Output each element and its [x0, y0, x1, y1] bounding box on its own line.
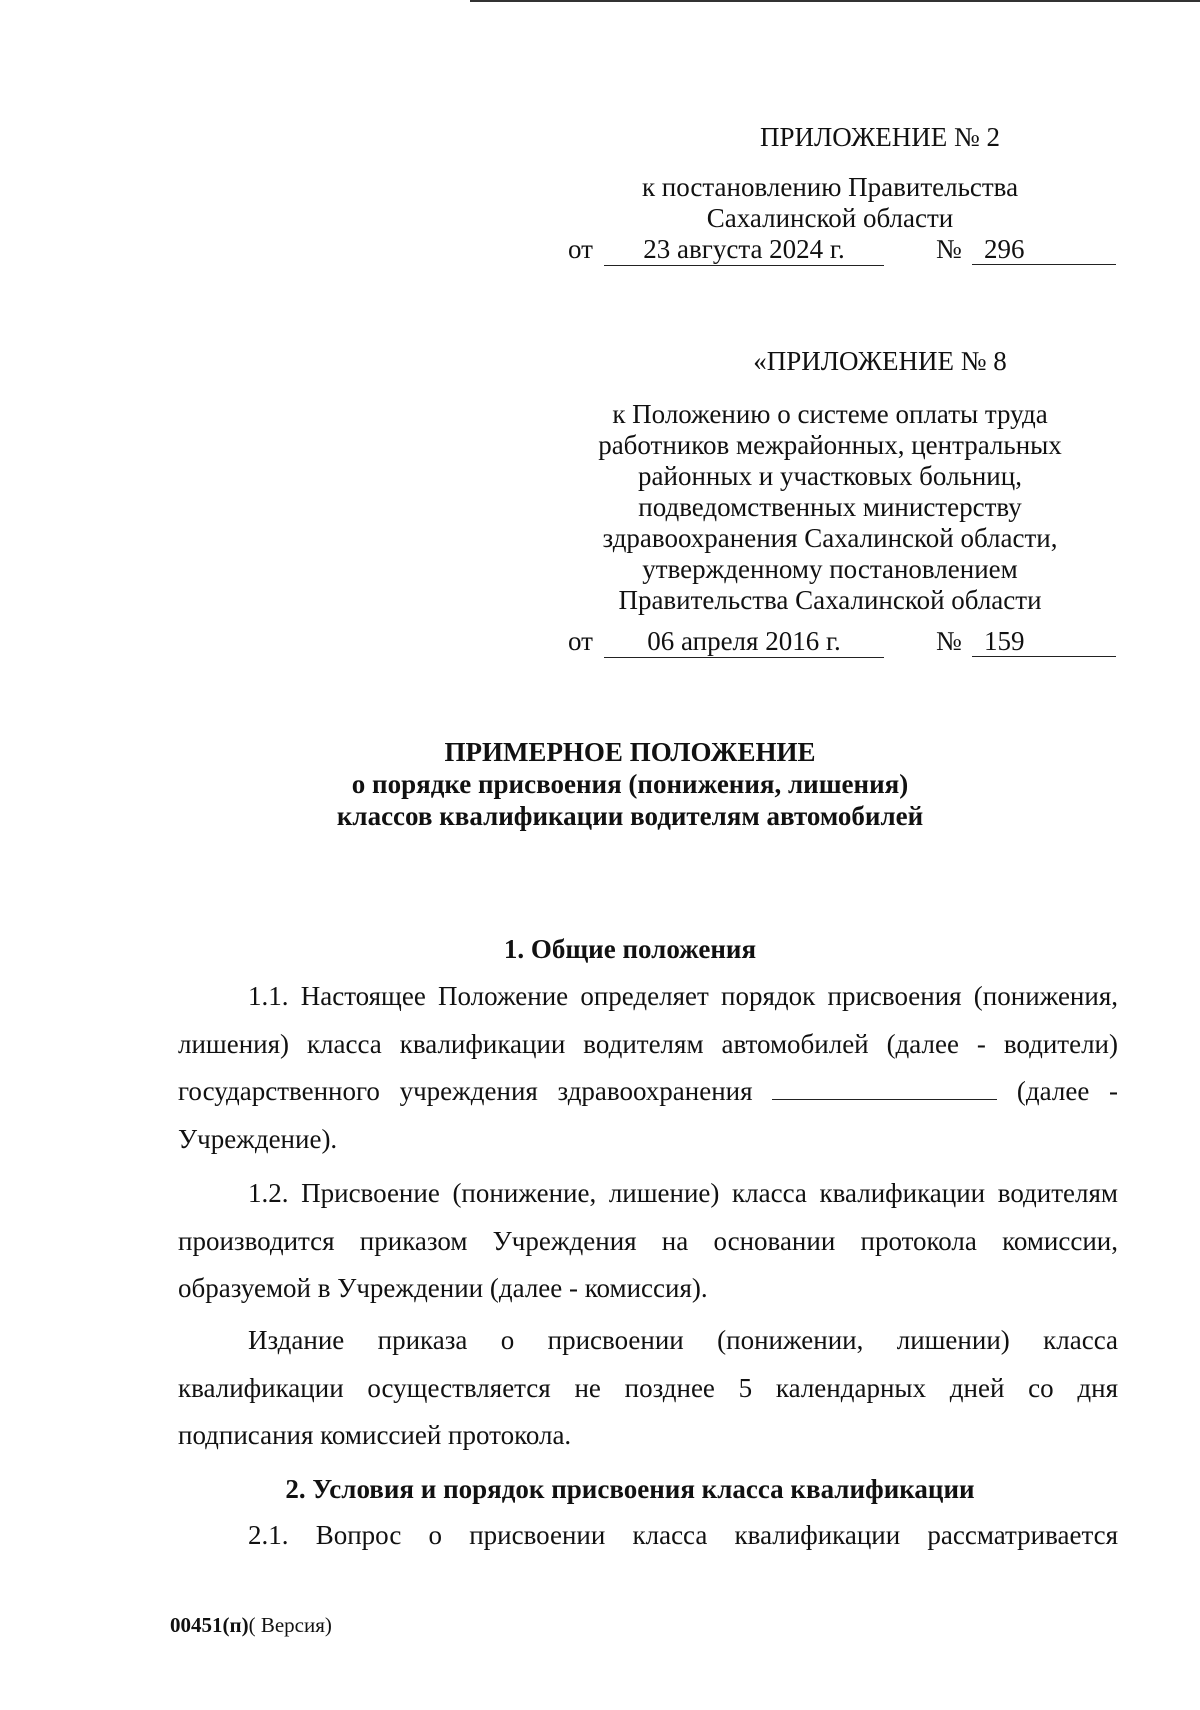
appendix-2-title: ПРИЛОЖЕНИЕ № 2 — [759, 122, 1001, 152]
appendix-8-title: «ПРИЛОЖЕНИЕ № 8 — [753, 346, 1007, 376]
document-code: 00451(п) — [170, 1613, 249, 1637]
appendix-2-ref-line: Сахалинской области — [706, 203, 954, 233]
paragraph-1-1: 1.1. Настоящее Положение определяет порядок присвоения (понижения, лишения) класса квалификации водителям автомобилей (далее - водители) государственного учреждения здравоохранения (далее - Учреждение). — [178, 981, 1118, 1154]
appendix-2-reference — [560, 172, 1100, 234]
document-title-line: классов квалификации водителям автомобилей — [336, 801, 924, 831]
document-version: ( Версия) — [248, 1613, 332, 1637]
document-title-line: ПРИМЕРНОЕ ПОЛОЖЕНИЕ — [444, 737, 816, 767]
paragraph-1-2: 1.2. Присвоение (понижение, лишение) класса квалификации водителям производится приказом Учреждения на основании протокола комиссии, образуемой в Учреждении (далее - комиссия). — [178, 1178, 1118, 1303]
date-value: 23 августа 2024 г. — [604, 234, 884, 266]
footer-document-code — [170, 1612, 332, 1638]
appendix-8-ref-line: подведомственных министерству — [638, 492, 1022, 522]
number-value: 296 — [972, 234, 1116, 265]
paragraph-2-1: 2.1. Вопрос о присвоении класса квалификации рассматривается — [248, 1520, 1118, 1550]
appendix-8-ref-line: Правительства Сахалинской области — [618, 585, 1042, 615]
document-title — [180, 736, 1080, 832]
appendix-8-ref-line: к Положению о системе оплаты труда — [612, 399, 1048, 429]
appendix-8-ref-line: утвержденному постановлением — [642, 554, 1018, 584]
blank-fill-line — [772, 1075, 997, 1100]
date-value: 06 апреля 2016 г. — [604, 626, 884, 658]
appendix-2-ref-line: к постановлению Правительства — [641, 172, 1019, 202]
date-prefix: от — [568, 234, 593, 264]
date-prefix: от — [568, 626, 593, 656]
appendix-8-date-row — [568, 626, 1118, 660]
top-border-line — [470, 0, 1200, 2]
section-heading: 1. Общие положения — [503, 934, 757, 964]
document-title-line: о порядке присвоения (понижения, лишения) — [351, 769, 909, 799]
appendix-8-ref-line: районных и участковых больниц, — [638, 461, 1022, 491]
number-prefix: № — [936, 626, 962, 656]
section-heading: 2. Условия и порядок присвоения класса квалификации — [285, 1474, 975, 1504]
appendix-2-date-row — [568, 234, 1118, 268]
number-value: 159 — [972, 626, 1116, 657]
paragraph-1-3: Издание приказа о присвоении (понижении, лишении) класса квалификации осуществляется не позднее 5 календарных дней со дня подписания комиссией протокола. — [178, 1325, 1118, 1450]
appendix-8-ref-line: работников межрайонных, центральных — [598, 430, 1062, 460]
number-prefix: № — [936, 234, 962, 264]
appendix-8-ref-line: здравоохранения Сахалинской области, — [602, 523, 1058, 553]
appendix-8-reference — [560, 399, 1100, 616]
